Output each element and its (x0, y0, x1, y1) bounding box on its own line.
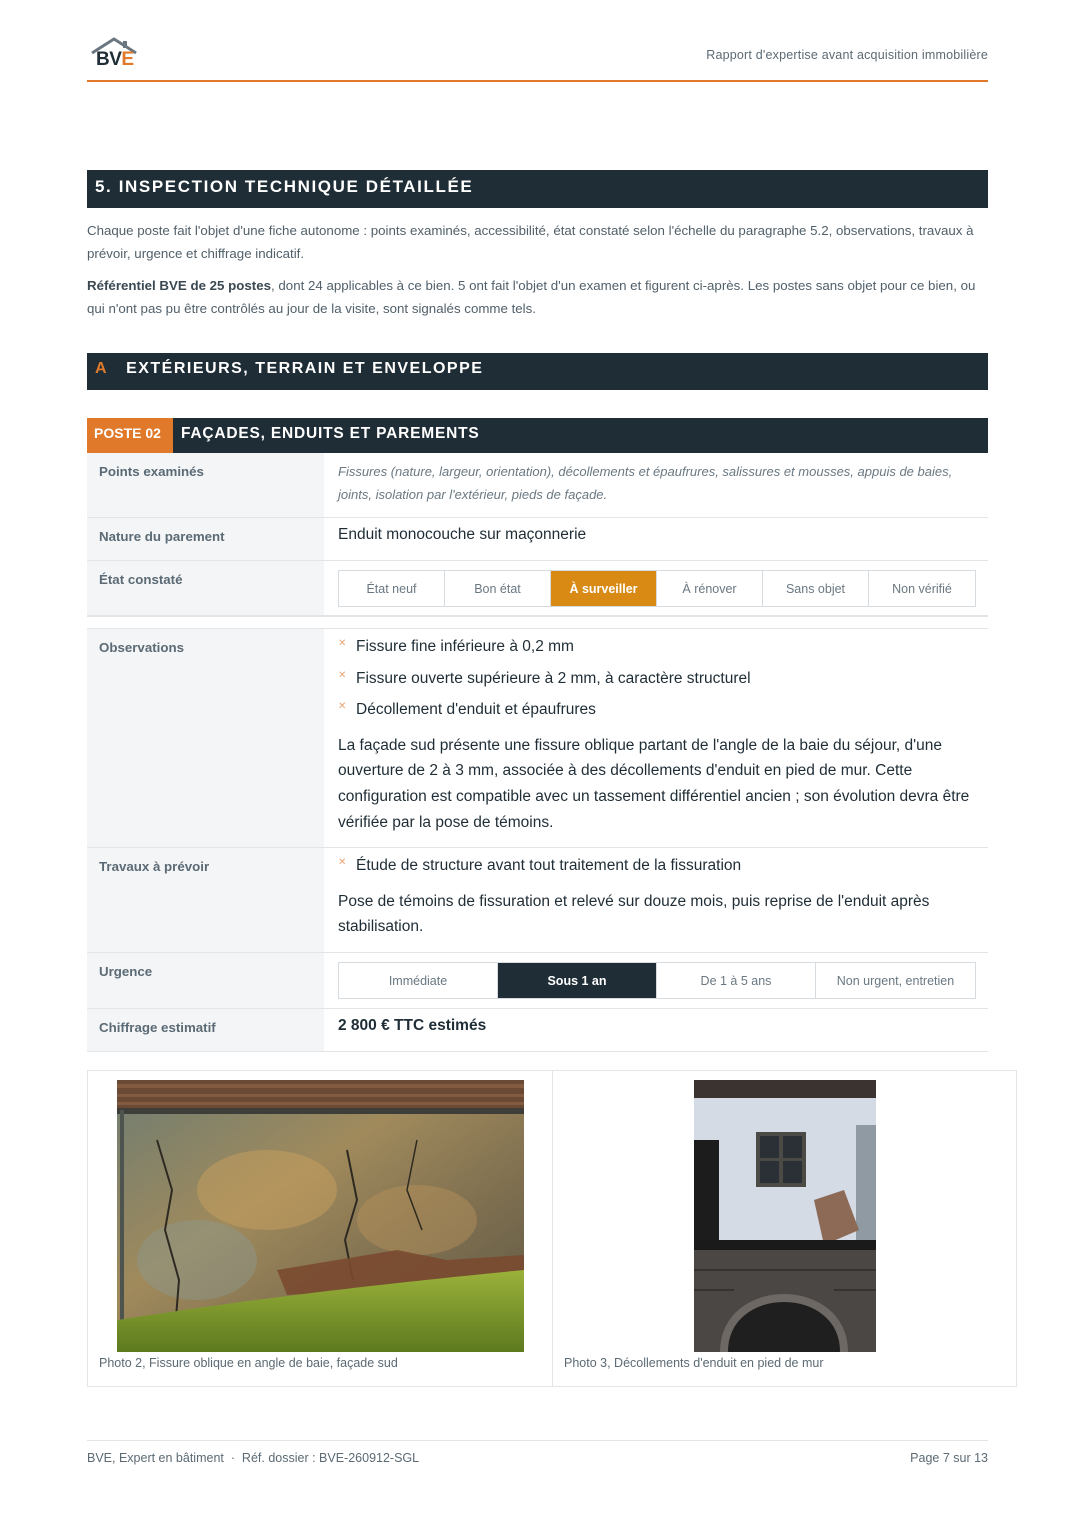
footer-reference: BVE, Expert en bâtiment · Réf. dossier : BVE-260912-SGL (87, 1451, 420, 1465)
subsection-heading (87, 353, 988, 390)
row-label: Travaux à prévoir (87, 848, 324, 952)
subsection-letter: A (95, 360, 109, 377)
nature-value: Enduit monocouche sur maçonnerie (338, 526, 587, 543)
row-urgence (87, 953, 988, 1009)
row-label: État constaté (87, 561, 324, 615)
travaux-text: Pose de témoins de fissuration et relevé sur douze mois, puis reprise de l'enduit après stabilisation. (338, 892, 930, 936)
list-item: ✕ Décollement d'enduit et épaufrures (338, 699, 988, 731)
cross-icon: ✕ (338, 669, 347, 681)
etat-option: État neuf (339, 571, 445, 606)
row-label: Chiffrage estimatif (87, 1009, 324, 1051)
row-nature-parement (87, 518, 988, 561)
page-number: Page 7 sur 13 (910, 1451, 988, 1465)
etat-scale (338, 570, 976, 607)
row-label: Points examinés (87, 453, 324, 517)
photo-cell (88, 1071, 552, 1386)
row-etat-constate (87, 561, 988, 617)
etat-option: À rénover (657, 571, 763, 606)
etat-option-selected: À surveiller (551, 571, 657, 606)
row-points-examines (87, 453, 988, 518)
intro-paragraph: Chaque poste fait l'objet d'une fiche autonome : points examinés, accessibilité, état constaté selon l'échelle du paragraphe 5.2, observations, travaux à prévoir, urgence et chiffrage indicatif. (87, 223, 974, 261)
section-title: 5. INSPECTION TECHNIQUE DÉTAILLÉE (87, 170, 988, 208)
row-chiffrage (87, 1009, 988, 1052)
facade-crack-photo (117, 1080, 524, 1352)
travaux-list (338, 848, 988, 887)
logo-text: BVE (96, 49, 134, 70)
cross-icon: ✕ (338, 857, 347, 868)
photo-grid (87, 1070, 1017, 1387)
cross-icon: ✕ (338, 638, 347, 649)
poste-title: FAÇADES, ENDUITS ET PAREMENTS (181, 425, 480, 442)
etat-option: Non vérifié (892, 581, 952, 596)
urgence-option-selected: Sous 1 an (498, 963, 657, 998)
subsection-title: EXTÉRIEURS, TERRAIN ET ENVELOPPE (126, 360, 484, 377)
urgence-option: Non urgent, entretien (836, 973, 955, 988)
urgence-scale (338, 962, 976, 999)
photo-caption: Photo 2, Fissure oblique en angle de baie, façade sud (99, 1356, 398, 1370)
row-spacer (87, 617, 988, 629)
bve-logo (89, 36, 139, 74)
poste-heading (87, 418, 988, 453)
photo-cell (552, 1071, 1016, 1386)
report-title: Rapport d'expertise avant acquisition immobilière (706, 48, 988, 62)
poste-tag: POSTE 02 (87, 418, 173, 453)
etat-option: Sans objet (763, 571, 869, 606)
row-label: Observations (87, 629, 324, 847)
referentiel-text: , dont 24 applicables à ce bien. 5 ont fait l'objet d'un examen et figurent ci-après. Les postes sans objet pour ce bien, ou qui n'ont pas pu être contrôlés au jour de la visite, sont signalés comme tels. (87, 278, 976, 316)
urgence-option: De 1 à 5 ans (657, 963, 816, 998)
page-footer (87, 1440, 988, 1465)
urgence-option: Immédiate (339, 963, 498, 998)
chiffrage-value: 2 800 € TTC estimés (338, 1017, 487, 1034)
list-item: ✕ Étude de structure avant tout traitement de la fissuration (338, 855, 988, 887)
row-label: Urgence (87, 953, 324, 1008)
observations-list (338, 629, 988, 731)
list-item: ✕ Fissure ouverte supérieure à 2 mm, à caractère structurel (338, 668, 988, 700)
referentiel-bold: Référentiel BVE de 25 postes (87, 278, 272, 293)
render-detachment-photo (694, 1080, 876, 1352)
list-item: ✕ Fissure fine inférieure à 0,2 mm (338, 636, 988, 668)
page-header (87, 36, 988, 82)
row-label: Nature du parement (87, 518, 324, 560)
points-value: Fissures (nature, largeur, orientation), décollements et épaufrures, salissures et mousses, appuis de baies, joints, isolation par l'extérieur, pieds de façade. (338, 464, 953, 502)
photo-caption: Photo 3, Décollements d'enduit en pied de mur (564, 1356, 824, 1370)
etat-option: Bon état (445, 571, 551, 606)
cross-icon: ✕ (338, 701, 347, 712)
referentiel-paragraph (87, 274, 988, 320)
row-observations (87, 629, 988, 848)
observations-text: La façade sud présente une fissure oblique partant de l'angle de la baie du séjour, d'une ouverture de 2 à 3 mm, associée à des décollements d'enduit en pied de mur. Cette configuration est compatible avec un tassement différentiel ancien ; son évolution devra être vérifiée par la pose de témoins. (338, 736, 970, 831)
row-travaux (87, 848, 988, 953)
